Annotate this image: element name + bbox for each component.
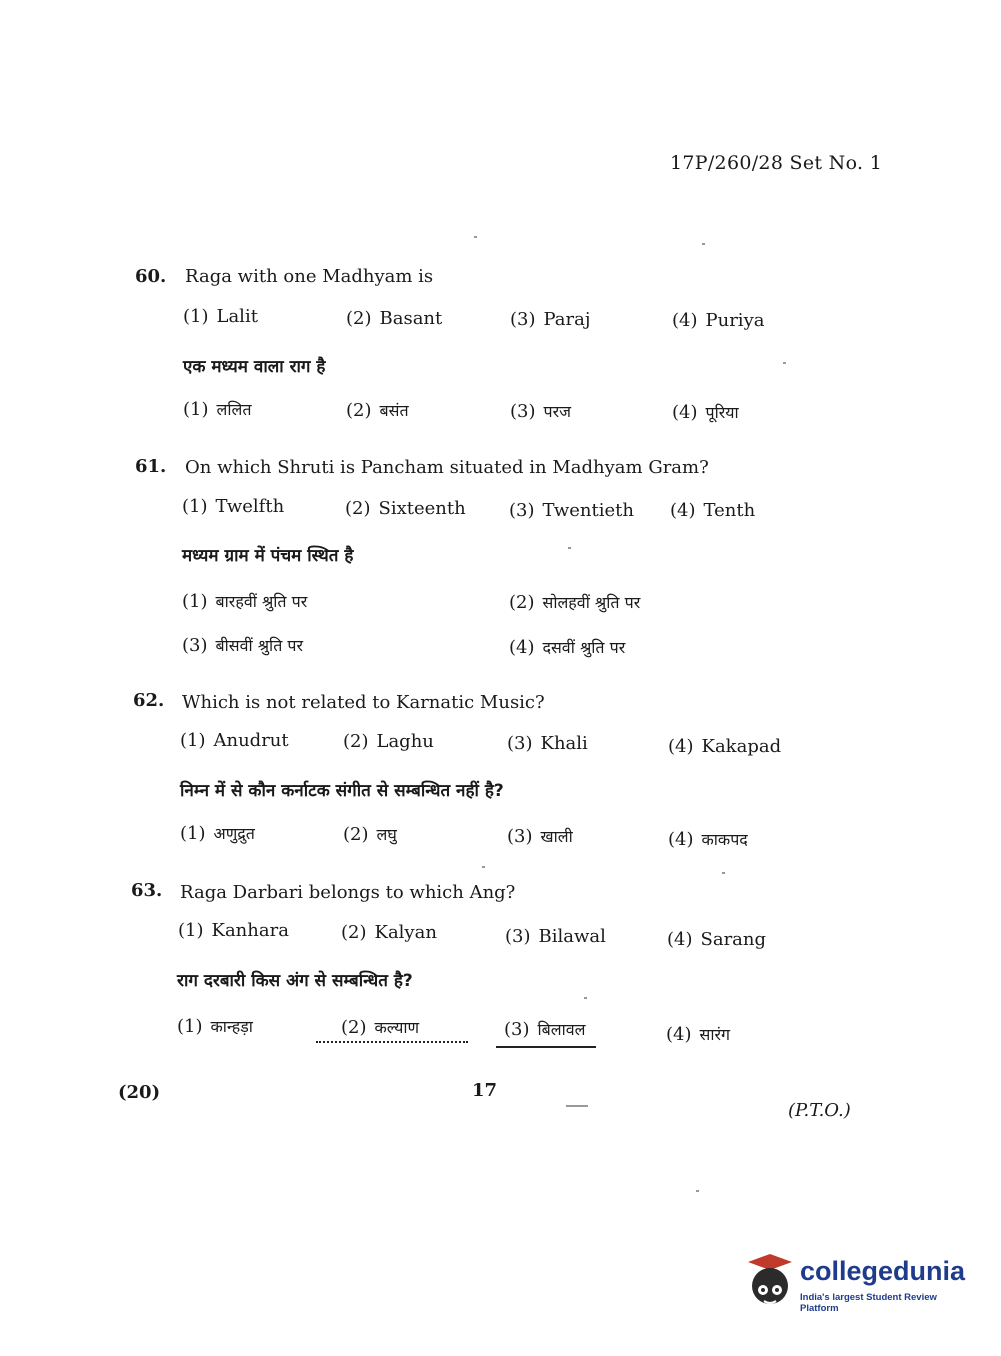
question-number: 61. <box>135 456 167 477</box>
option-2: (2) Kalyan <box>341 922 437 943</box>
hindi-option-2: (2) सोलहवीं श्रुति पर <box>509 592 641 613</box>
question-text: Raga Darbari belongs to which Ang? <box>180 882 516 903</box>
footer-code: (20) <box>118 1082 161 1103</box>
hindi-option-2: (2) लघु <box>343 824 397 845</box>
question-number: 62. <box>133 690 165 711</box>
collegedunia-logo <box>742 1252 972 1312</box>
option-1: (1) Lalit <box>183 306 258 327</box>
option-3: (3) Twentieth <box>509 500 634 521</box>
hindi-option-3: (3) बिलावल <box>504 1019 586 1040</box>
option-4: (4) Sarang <box>667 929 767 950</box>
option-4: (4) Tenth <box>670 500 756 521</box>
option-4: (4) Puriya <box>672 310 765 331</box>
option-2: (2) Laghu <box>343 731 434 752</box>
scan-speck <box>702 243 705 245</box>
option-4: (4) Kakapad <box>668 736 782 757</box>
logo-name: collegedunia <box>800 1256 966 1286</box>
logo-tagline: India's largest Student Review Platform <box>800 1292 937 1314</box>
hindi-option-4: (4) काकपद <box>668 829 748 850</box>
mascot-icon <box>742 1252 798 1312</box>
question-number: 63. <box>131 880 163 901</box>
option-1: (1) Twelfth <box>182 496 285 517</box>
answer-underline <box>316 1041 468 1043</box>
question-text: Which is not related to Karnatic Music? <box>182 692 545 713</box>
option-2: (2) Basant <box>346 308 443 329</box>
hindi-question-text: निम्न में से कौन कर्नाटक संगीत से सम्बन्धित नहीं है? <box>180 781 504 801</box>
hindi-question-text: एक मध्यम वाला राग है <box>183 357 326 377</box>
hindi-option-4: (4) दसवीं श्रुति पर <box>509 637 626 658</box>
scan-speck <box>722 872 725 874</box>
scan-speck <box>584 997 587 999</box>
hindi-option-3: (3) बीसवीं श्रुति पर <box>182 635 304 656</box>
scan-speck <box>474 236 477 238</box>
scan-speck <box>783 362 786 364</box>
scan-speck <box>568 547 571 549</box>
question-text: On which Shruti is Pancham situated in Madhyam Gram? <box>185 457 709 478</box>
question-number: 60. <box>135 266 167 287</box>
pto-label: (P.T.O.) <box>788 1100 851 1121</box>
option-3: (3) Bilawal <box>505 926 606 947</box>
hindi-option-1: (1) बारहवीं श्रुति पर <box>182 591 308 612</box>
hindi-option-1: (1) अणुद्रुत <box>180 823 255 844</box>
hindi-question-text: राग दरबारी किस अंग से सम्बन्धित है? <box>177 971 413 991</box>
page-number: 17 <box>472 1080 498 1101</box>
answer-underline <box>496 1046 596 1048</box>
hindi-option-4: (4) सारंग <box>666 1024 731 1045</box>
hindi-option-1: (1) ललित <box>183 399 252 420</box>
hindi-option-3: (3) परज <box>510 401 572 422</box>
hindi-option-4: (4) पूरिया <box>672 402 739 423</box>
hindi-option-2: (2) बसंत <box>346 400 409 421</box>
option-1: (1) Anudrut <box>180 730 289 751</box>
hindi-option-3: (3) खाली <box>507 826 573 847</box>
hindi-option-2: (2) कल्याण <box>341 1017 420 1038</box>
hindi-question-text: मध्यम ग्राम में पंचम स्थित है <box>182 546 354 566</box>
scan-speck <box>696 1190 699 1192</box>
option-3: (3) Paraj <box>510 309 591 330</box>
option-1: (1) Kanhara <box>178 920 289 941</box>
hindi-option-1: (1) कान्हड़ा <box>177 1016 253 1037</box>
header-code: 17P/260/28 Set No. 1 <box>670 152 883 174</box>
option-2: (2) Sixteenth <box>345 498 466 519</box>
question-text: Raga with one Madhyam is <box>185 266 434 287</box>
scan-speck <box>482 866 485 868</box>
scan-speck <box>566 1105 588 1107</box>
option-3: (3) Khali <box>507 733 588 754</box>
